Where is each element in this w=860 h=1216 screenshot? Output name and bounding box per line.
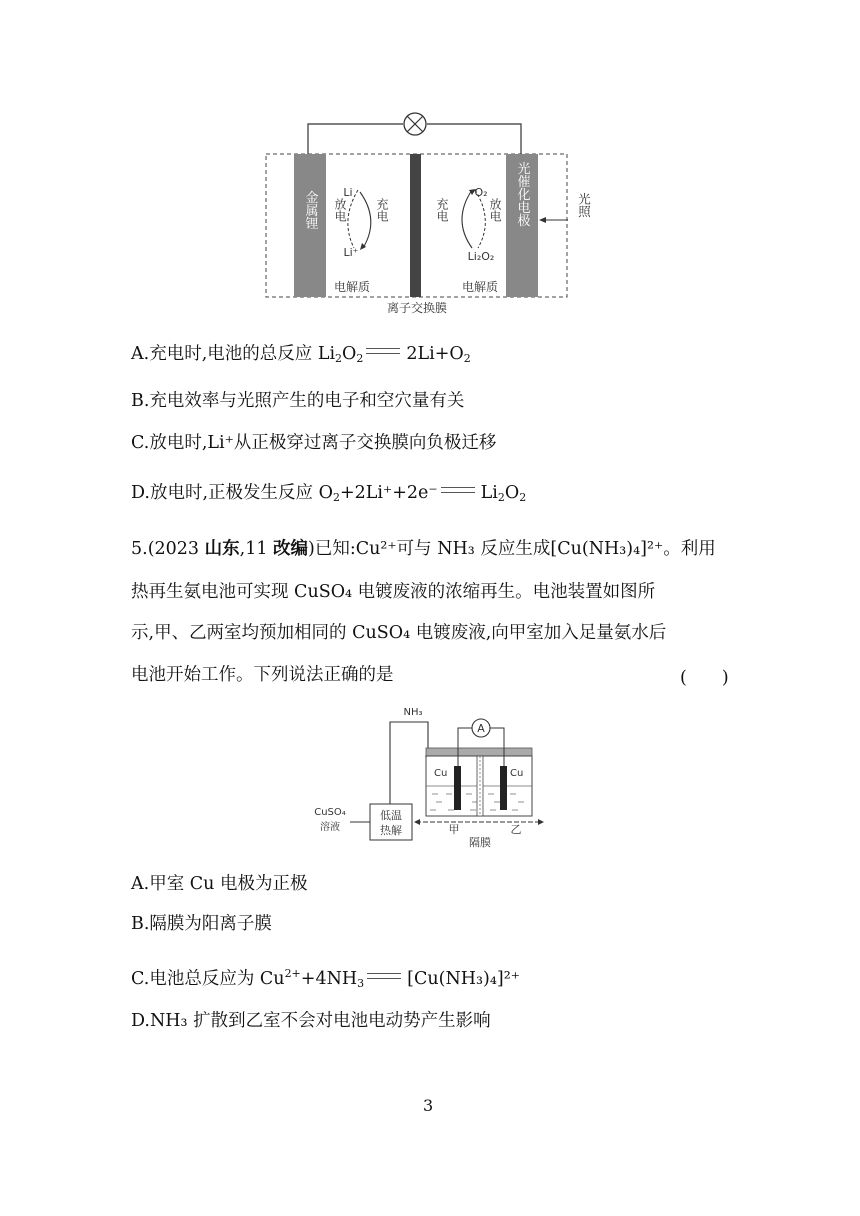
- f2-jia-label: 甲: [448, 823, 460, 836]
- left-discharge-label: 放电: [333, 198, 347, 222]
- q5-option-d: D.NH₃ 扩散到乙室不会对电池电动势产生影响: [131, 1011, 491, 1031]
- f2-c1-label: CuSO₄: [314, 807, 346, 818]
- f2-b2-label: 热解: [380, 824, 402, 837]
- answer-bracket: ( ): [680, 668, 729, 688]
- photocatalytic-electrode-label: 光催化电极: [514, 161, 530, 227]
- q5-stem-line4: 电池开始工作。下列说法正确的是: [131, 665, 394, 685]
- ammeter-icon: [472, 719, 490, 737]
- q5-stem-line2: 热再生氨电池可实现 CuSO₄ 电镀废液的浓缩再生。电池装置如图所: [131, 582, 656, 602]
- q5-option-c: C.电池总反应为 $Cu^{2+}+4NH_3$ [Cu(NH₃)₄]²⁺: [131, 967, 520, 990]
- f2-cuR-label: Cu: [510, 768, 524, 779]
- cu-electrode-right: [500, 766, 507, 810]
- electrolyte-left-label: 电解质: [333, 280, 371, 294]
- q4-option-a: A.充电时,电池的总反应 $Li_2O_2$ $2Li+O_2$: [131, 344, 471, 365]
- bulb-icon: [404, 113, 426, 135]
- electrolyte-right-label: 电解质: [461, 280, 499, 294]
- membrane-label: 离子交换膜: [386, 301, 448, 315]
- q4-option-b: B.充电效率与光照产生的电子和空穴量有关: [131, 391, 465, 411]
- q4-option-d: D.放电时,正极发生反应 $O_2+2Li^++2e^-$ $Li_2O_2$: [131, 483, 527, 504]
- ion-exchange-membrane: [410, 154, 421, 297]
- f2-yi-label: 乙: [510, 823, 522, 836]
- q5-option-a: A.甲室 Cu 电极为正极: [131, 874, 308, 894]
- q4-option-c: C.放电时,Li⁺从正极穿过离子交换膜向负极迁移: [131, 433, 497, 453]
- right-cycle-bottom: Li₂O₂: [467, 250, 495, 263]
- f2-b1-label: 低温: [380, 809, 402, 822]
- q5-stem-line1: 5.(2023 山东,11 改编)已知:Cu²⁺可与 NH₃ 反应生成[Cu(NH₃)₄]²⁺。利用: [131, 539, 716, 559]
- left-cycle-top: Li: [343, 186, 353, 199]
- q5-stem-line3: 示,甲、乙两室均预加相同的 CuSO₄ 电镀废液,向甲室加入足量氨水后: [131, 623, 667, 643]
- f2-mem-label: 隔膜: [469, 836, 491, 849]
- nh3-label: NH₃: [403, 707, 423, 718]
- ammonia-battery-diagram: [306, 700, 556, 860]
- q5-option-b: B.隔膜为阳离子膜: [131, 914, 272, 934]
- right-cycle-top: O₂: [474, 186, 488, 199]
- left-charge-label: 充电: [375, 198, 389, 222]
- page-number: 3: [423, 1096, 434, 1115]
- f2-c2-label: 溶液: [320, 822, 340, 833]
- lithium-electrode-label: 金属锂: [302, 190, 318, 230]
- battery-diagram: [262, 110, 612, 315]
- left-cycle-bottom: Li⁺: [343, 246, 359, 259]
- right-charge-label: 充电: [435, 198, 449, 222]
- cu-electrode-left: [454, 766, 461, 810]
- light-label: 光照: [576, 192, 592, 218]
- f2-A-label: A: [477, 722, 485, 735]
- right-discharge-label: 放电: [488, 198, 502, 222]
- f2-cuL-label: Cu: [434, 768, 448, 779]
